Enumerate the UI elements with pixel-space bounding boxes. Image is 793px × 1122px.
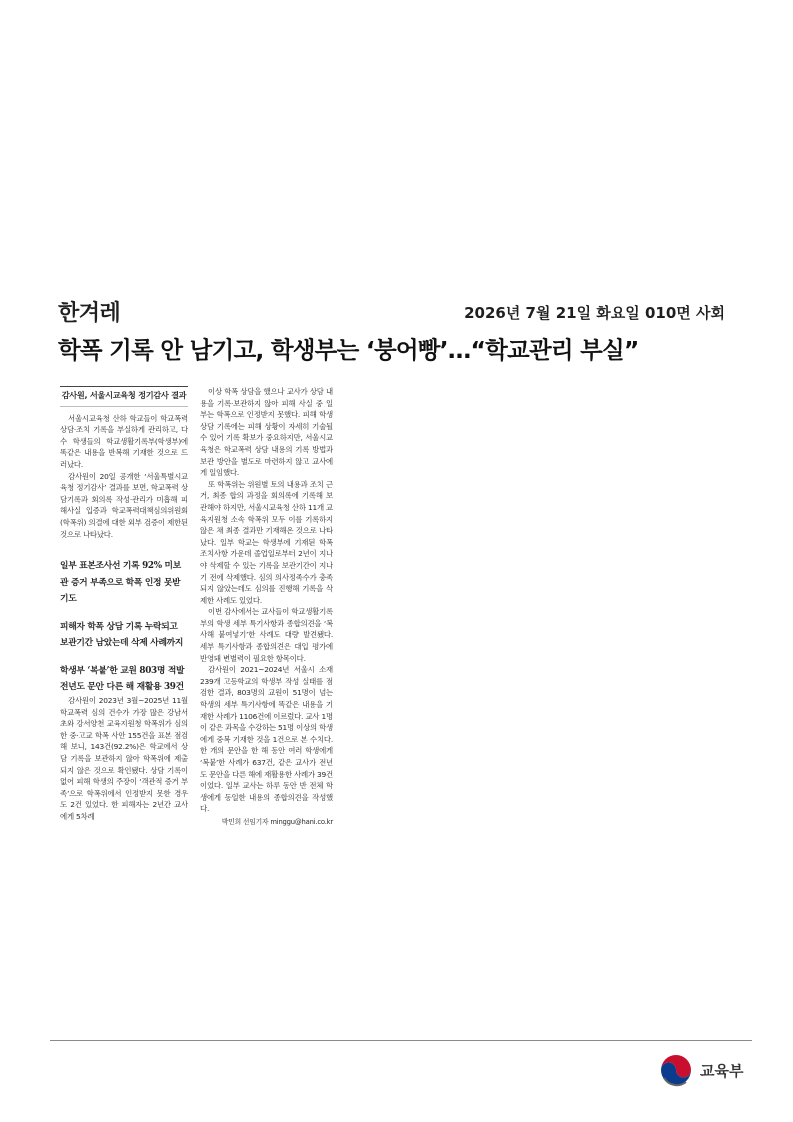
- paragraph: 이번 감사에서는 교사들이 학교생활기록부의 학생 세부 특기사항과 종합의견을 ‘복사해 붙여넣기’한 사례도 대량 발견됐다. 세부 특기사항과 종합의견은 대입 평가에 반영돼 변별력이 필요한 항목이다.: [200, 607, 333, 663]
- newspaper-logo: 한겨레: [58, 301, 121, 326]
- byline: 박민희 선임기자 minggu@hani.co.kr: [221, 817, 333, 826]
- pullquote: 일부 표본조사선 기록 92% 미보관 증거 부족으로 학폭 인정 못받기도: [60, 561, 181, 604]
- article-subhead: 감사원, 서울시교육청 정기감사 결과: [60, 386, 188, 407]
- article-headline: 학폭 기록 안 남기고, 학생부는 ‘붕어빵’…“학교관리 부실”: [58, 336, 639, 364]
- paragraph: 또 학폭위는 위원별 토의 내용과 조치 근거, 최종 합의 과정을 회의록에 기록해 보관해야 하지만, 서울시교육청 산하 11개 교육지원청 소속 학폭위 모두 이를 기록하지 않은 채 최종 결과만 기재해온 것으로 나타났다. 일부 학교는 학생부에 기재된 학폭 조치사항 가운데 졸업일로부터 2년이 지나야 삭제할 수 있는 기록을 보관기간이 지나기 전에 삭제했다. 심의 의사정족수가 충족되지 않았는데도 심의를 진행해 기록을 삭제한 사례도 있었다.: [200, 479, 333, 605]
- pullquote-box: [60, 558, 188, 707]
- article-column-2: [200, 386, 333, 829]
- ministry-logo: [658, 1050, 758, 1090]
- dateline: 2026년 7월 21일 화요일 010면 사회: [464, 304, 725, 322]
- paragraph: 감사원이 2023년 3월~2025년 11월 학교폭력 심의 건수가 가장 많은 강남서초와 강서양천 교육지원청 학폭위가 심의한 중·고교 학폭 사안 155건을 표본 점검해 보니, 143건(92.2%)은 학교에서 상담 기록을 보관하지 않아 학폭위에 제출되지 않은 것으로 확인됐다. 상담 기록이 없어 피해 학생의 주장이 ‘객관적 증거 부족’으로 학폭위에서 인정받지 못한 경우도 2건 있었다. 한 피해자는 2년간 교사에게 5차례: [60, 696, 188, 821]
- paragraph: 서울시교육청 산하 학교들이 학교폭력 상담·조치 기록을 부실하게 관리하고, 다수 학생들의 학교생활기록부(학생부)에 똑같은 내용을 반복해 기재한 것으로 드러났다.: [60, 413, 188, 469]
- paragraph: 감사원이 2021~2024년 서울시 소재 239개 고등학교의 학생부 작성 실태를 점검한 결과, 803명의 교원이 51명이 넘는 학생의 세부 특기사항에 똑같은 내용을 기재한 사례가 1106건에 이르렀다. 교사 1명이 같은 과목을 수강하는 51명 이상의 학생에게 중복 기재한 것을 1건으로 본 수치다. 한 개의 문안을 한 해 동안 여러 학생에게 ‘복붙’한 사례가 637건, 같은 교사가 전년도 문안을 다른 해에 재활용한 사례가 39건이었다. 일부 교사는 하루 동안 반 전체 학생에게 동일한 내용의 종합의견을 작성했다.: [200, 665, 333, 814]
- pullquote: 학생부 ‘복붙’한 교원 803명 적발 전년도 문안 다른 해 재활용 39건: [60, 665, 185, 692]
- article-column-1: [60, 386, 188, 540]
- footer-divider: [50, 1040, 752, 1041]
- ministry-name: 교육부: [700, 1061, 744, 1080]
- article-column-1-lower: [60, 695, 188, 823]
- paragraph: 이상 학폭 상담을 했으나 교사가 상담 내용을 기록·보관하지 않아 피해 사실 중 일부는 학폭으로 인정받지 못했다. 피해 학생 상담 기록에는 피해 상황이 자세히 기술될 수 있어 기록 확보가 중요하지만, 서울시교육청은 학교폭력 상담 내용의 기록 방법과 보관 방안을 별도로 마련하지 않고 교사에게 일임했다.: [200, 387, 333, 478]
- paragraph: 감사원이 20일 공개한 ‘서울특별시교육청 정기감사’ 결과를 보면, 학교폭력 상담기록과 회의록 작성·관리가 미흡해 피해사실 입증과 학교폭력대책심의위원회(학폭위) 의결에 대한 외부 검증이 제한된 것으로 나타났다.: [60, 471, 188, 539]
- taegeuk-emblem-icon: [658, 1052, 694, 1088]
- pullquote: 피해자 학폭 상담 기록 누락되고 보관기간 남았는데 삭제 사례까지: [60, 621, 184, 648]
